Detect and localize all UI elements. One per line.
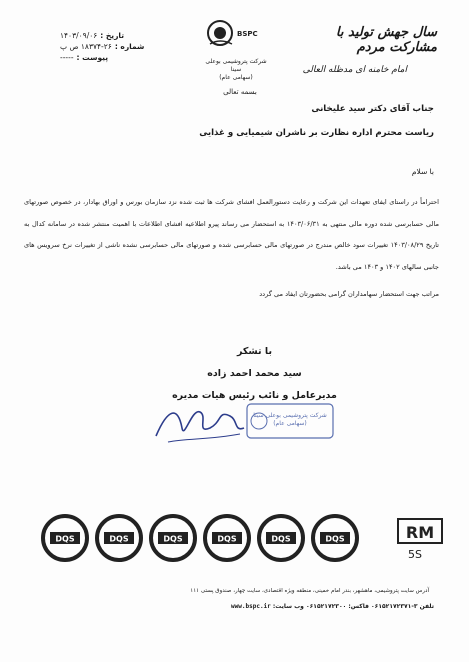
attachment-value: -----	[60, 53, 74, 62]
salutation: با سلام	[411, 167, 434, 176]
footer-address: آدرس سایت پتروشیمی، ماهشهر، بندر امام خمینی، منطقه ویژه اقتصادی، سایت چهار، صندوق پستی ۱۱۱	[190, 588, 429, 594]
slogan-line2: امام خامنه ای مدظله العالی	[302, 65, 407, 75]
company-logo	[205, 18, 267, 82]
logo-acronym: BSPC	[237, 30, 258, 38]
rm-text: RM	[405, 523, 435, 542]
signatory-title: مدیرعامل و نائب رئیس هیات مدیره	[172, 390, 337, 401]
signatory-name: سید محمد احمد زاده	[207, 368, 302, 379]
footer-contact	[34, 603, 434, 610]
badge-label: DQS	[55, 534, 75, 544]
dqs-badge-icon	[148, 510, 198, 566]
number-row	[60, 41, 180, 52]
dqs-badge-icon	[202, 510, 252, 566]
five-s-label: 5S	[408, 548, 422, 561]
logo-subtitle: (سهامی عام)	[219, 74, 253, 81]
slogan-line1: سال جهش تولید با مشارکت مردم	[335, 25, 437, 55]
stamp-line1: شرکت پتروشیمی بوعلی سینا	[253, 412, 327, 419]
badge-label: DQS	[109, 534, 129, 544]
date-label: تاریخ :	[100, 31, 125, 40]
certification-badges	[40, 510, 380, 570]
signature-icon	[148, 398, 248, 448]
badge-label: DQS	[271, 534, 291, 544]
dqs-badge-icon	[310, 510, 360, 566]
attachment-row	[60, 52, 180, 63]
date-row	[60, 30, 180, 41]
addressee-line2: ریاست محترم اداره نظارت بر ناشران شیمیایی و غذایی	[199, 128, 434, 138]
besmellah: بسمه تعالی	[223, 88, 257, 96]
badge-label: DQS	[217, 534, 237, 544]
date-value: ۱۴۰۳/۰۹/۰۶	[60, 31, 98, 40]
dqs-badge-icon	[256, 510, 306, 566]
number-value: ۱۸۳۷۴-۲۶ ص پ	[60, 42, 112, 51]
logo-name	[205, 58, 267, 82]
attachment-label: پیوست :	[76, 53, 109, 62]
number-label: شماره :	[114, 42, 145, 51]
dqs-badge-icon	[40, 510, 90, 566]
bspc-emblem-icon	[205, 18, 267, 52]
addressee-block	[34, 97, 434, 145]
stamp-line2: (سهامی عام)	[273, 420, 307, 427]
badge-label: DQS	[325, 534, 345, 544]
dqs-badge-icon	[94, 510, 144, 566]
letter-meta	[60, 30, 180, 63]
badge-label: DQS	[163, 534, 183, 544]
signoff-thanks: با تشکر	[236, 346, 273, 357]
footer-website-link[interactable]: www.bspc.ir	[231, 603, 271, 610]
year-slogan	[287, 25, 437, 75]
company-stamp	[245, 402, 335, 440]
logo-name-text: شرکت پتروشیمی بوعلی سینا	[205, 58, 267, 73]
addressee-line1: جناب آقای دکتر سید علیخانی	[311, 104, 434, 114]
closing-line: مراتب جهت استحضار سهامداران گرامی بحضورتان ایفاد می گردد	[259, 290, 439, 298]
stamp-text	[245, 412, 335, 428]
footer-contact-text: تلفن ۳-۰۶۱۵۲۱۷۲۳۷۱ فاکس: ۰۶۱۵۲۱۷۲۳۰۰ وب سایت:	[272, 603, 434, 610]
body-paragraph: احتراماً در راستای ایفای تعهدات این شرکت و رعایت دستورالعمل افشای شرکت ها ثبت شده نزد سازمان بورس و اوراق بهادار، در خصوص صورتهای مالی حسابرسی شده دوره مالی منتهی به ۱۴۰۳/۰۶/۳۱ به استحضار می رساند پیرو اطلاعیه افشای اطلاعات با اهمیت منتشر شده در سامانه کدال به تاریخ ۱۴۰۳/۰۸/۲۹ تغییرات سود خالص مندرج در صورتهای مالی حسابرسی شده و صورتهای مالی حسابرسی نشده ناشی از تغییرات نرخ سرویس های جانبی سالهای ۱۴۰۲ و ۱۴۰۳ می باشد.	[24, 198, 439, 271]
